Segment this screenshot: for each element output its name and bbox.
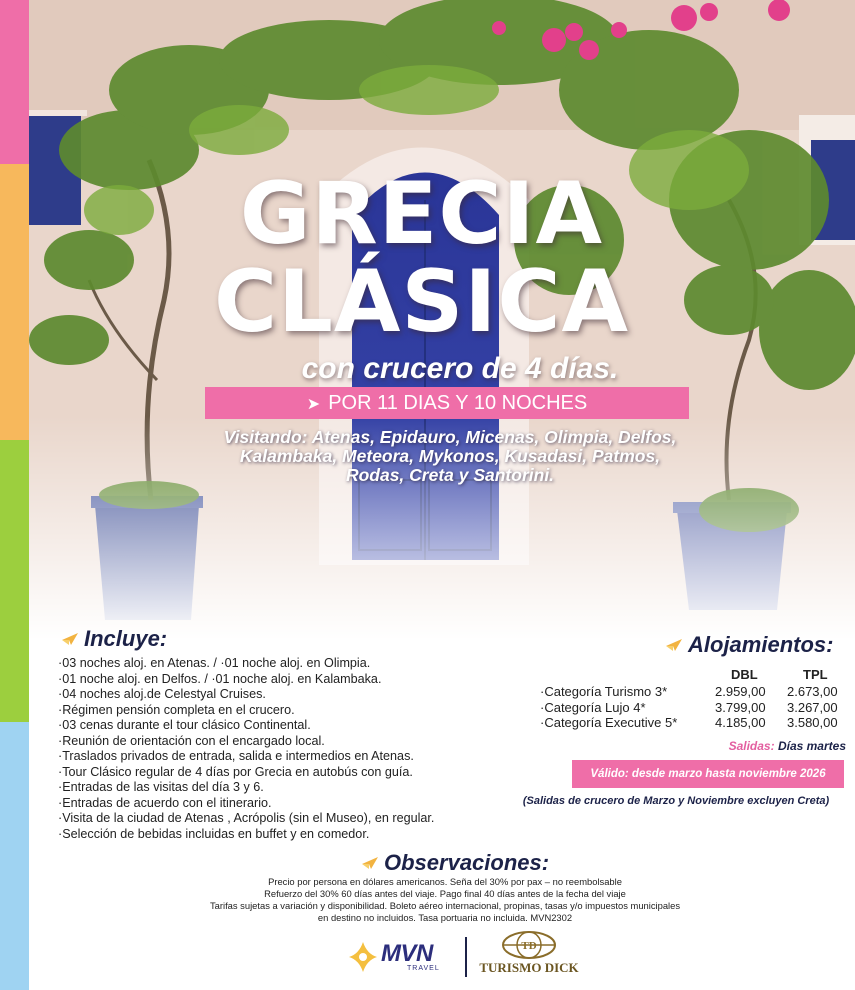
col-header-tpl: TPL (803, 667, 828, 682)
table-row (540, 715, 850, 731)
title-line-1: GRECIA (239, 164, 604, 264)
plane-icon (664, 637, 684, 653)
category-cell: ·Categoría Executive 5* (540, 715, 678, 730)
mvn-logo (347, 938, 461, 978)
list-item: ·Tour Clásico regular de 4 días por Grecia en autobús con guía. (58, 764, 413, 779)
tpl-price: 3.267,00 (787, 699, 838, 715)
globe-seal-icon (470, 930, 588, 960)
duration-band (205, 387, 689, 419)
col-header-dbl: DBL (731, 667, 758, 682)
chevron-right-icon: ➤ (306, 396, 321, 413)
incluye-title: Incluye: (84, 626, 168, 651)
strip-green (0, 440, 29, 722)
departures-label: Salidas: (728, 739, 775, 753)
observation-line: en destino no incluidos. Tasa portuaria no incluida. MVN2302 (317, 912, 573, 923)
list-item: ·Selección de bebidas incluidas en buffet y en comedor. (58, 826, 370, 841)
departures-value: Días martes (777, 739, 846, 753)
list-item: ·Traslados privados de entrada, salida e intermedios en Atenas. (58, 749, 414, 763)
incluye-list (58, 656, 508, 842)
seal-text: TD (521, 940, 537, 952)
tpl-price: 2.673,00 (787, 684, 838, 699)
subtitle: con crucero de 4 días. (301, 352, 619, 385)
departures-info (700, 739, 846, 753)
plane-icon (60, 631, 80, 647)
alojamientos-title: Alojamientos: (688, 632, 834, 657)
turismo-dick-wordmark: TURISMO DICK (479, 960, 579, 975)
plane-icon (360, 855, 380, 871)
list-item: ·Reunión de orientación con el encargado local. (58, 733, 325, 748)
logo-divider (465, 937, 467, 977)
itinerary-text (185, 428, 715, 485)
list-item: ·04 noches aloj.de Celestyal Cruises. (58, 687, 266, 701)
color-strip (0, 0, 29, 990)
list-item: ·03 cenas durante el tour clásico Continental. (58, 718, 311, 732)
observation-line: Refuerzo del 30% 60 días antes del viaje. Pago final 40 días antes de la fecha del viaje (264, 888, 626, 899)
list-item: ·03 noches aloj. en Atenas. / ·01 noche aloj. en Olimpia. (58, 656, 371, 670)
turismo-dick-logo (470, 930, 588, 980)
cruise-note: (Salidas de crucero de Marzo y Noviembre excluyen Creta) (522, 795, 830, 807)
itinerary-line: Rodas, Creta y Santorini. (345, 465, 555, 485)
duration-text: POR 11 DIAS Y 10 NOCHES (328, 392, 588, 414)
alojamientos-heading (664, 632, 833, 658)
list-item: ·Visita de la ciudad de Atenas , Acrópolis (sin el Museo), en regular. (58, 811, 435, 825)
strip-blue (0, 722, 29, 990)
mvn-wordmark: MVN (381, 940, 433, 967)
tpl-price: 3.580,00 (787, 715, 838, 730)
category-cell: ·Categoría Turismo 3* (540, 684, 668, 699)
observaciones-text (170, 876, 720, 924)
table-row (540, 700, 850, 716)
category-cell: ·Categoría Lujo 4* (540, 699, 646, 715)
list-item: ·Entradas de acuerdo con el itinerario. (58, 795, 272, 810)
list-item: ·Régimen pensión completa en el crucero. (58, 702, 295, 717)
observation-line: Precio por persona en dólares americanos. Seña del 30% por pax – no reembolsable (268, 876, 622, 887)
observaciones-heading (360, 850, 549, 876)
observation-line: Tarifas sujetas a variación y disponibilidad. Boleto aéreo internacional, propinas, tasas y/o impuestos municipales (209, 900, 681, 911)
itinerary-line: Kalambaka, Meteora, Mykonos, Kusadasi, Patmos, (239, 446, 661, 466)
star-logo-icon (347, 940, 379, 974)
price-table (540, 684, 850, 731)
table-row (540, 684, 850, 700)
validity-badge: Válido: desde marzo hasta noviembre 2026 (572, 760, 844, 788)
itinerary-line: Visitando: Atenas, Epidauro, Micenas, Olimpia, Delfos, (223, 427, 677, 447)
mvn-subtitle: TRAVEL (407, 965, 440, 972)
list-item: ·Entradas de las visitas del día 3 y 6. (58, 780, 264, 794)
dbl-price: 2.959,00 (715, 684, 766, 699)
dbl-price: 3.799,00 (715, 699, 766, 715)
title-line-2: CLÁSICA (213, 252, 630, 352)
observaciones-title: Observaciones: (384, 850, 550, 875)
incluye-heading (60, 626, 167, 652)
list-item: ·01 noche aloj. en Delfos. / ·01 noche aloj. en Kalambaka. (58, 671, 382, 686)
dbl-price: 4.185,00 (715, 715, 766, 730)
strip-pink (0, 0, 29, 164)
